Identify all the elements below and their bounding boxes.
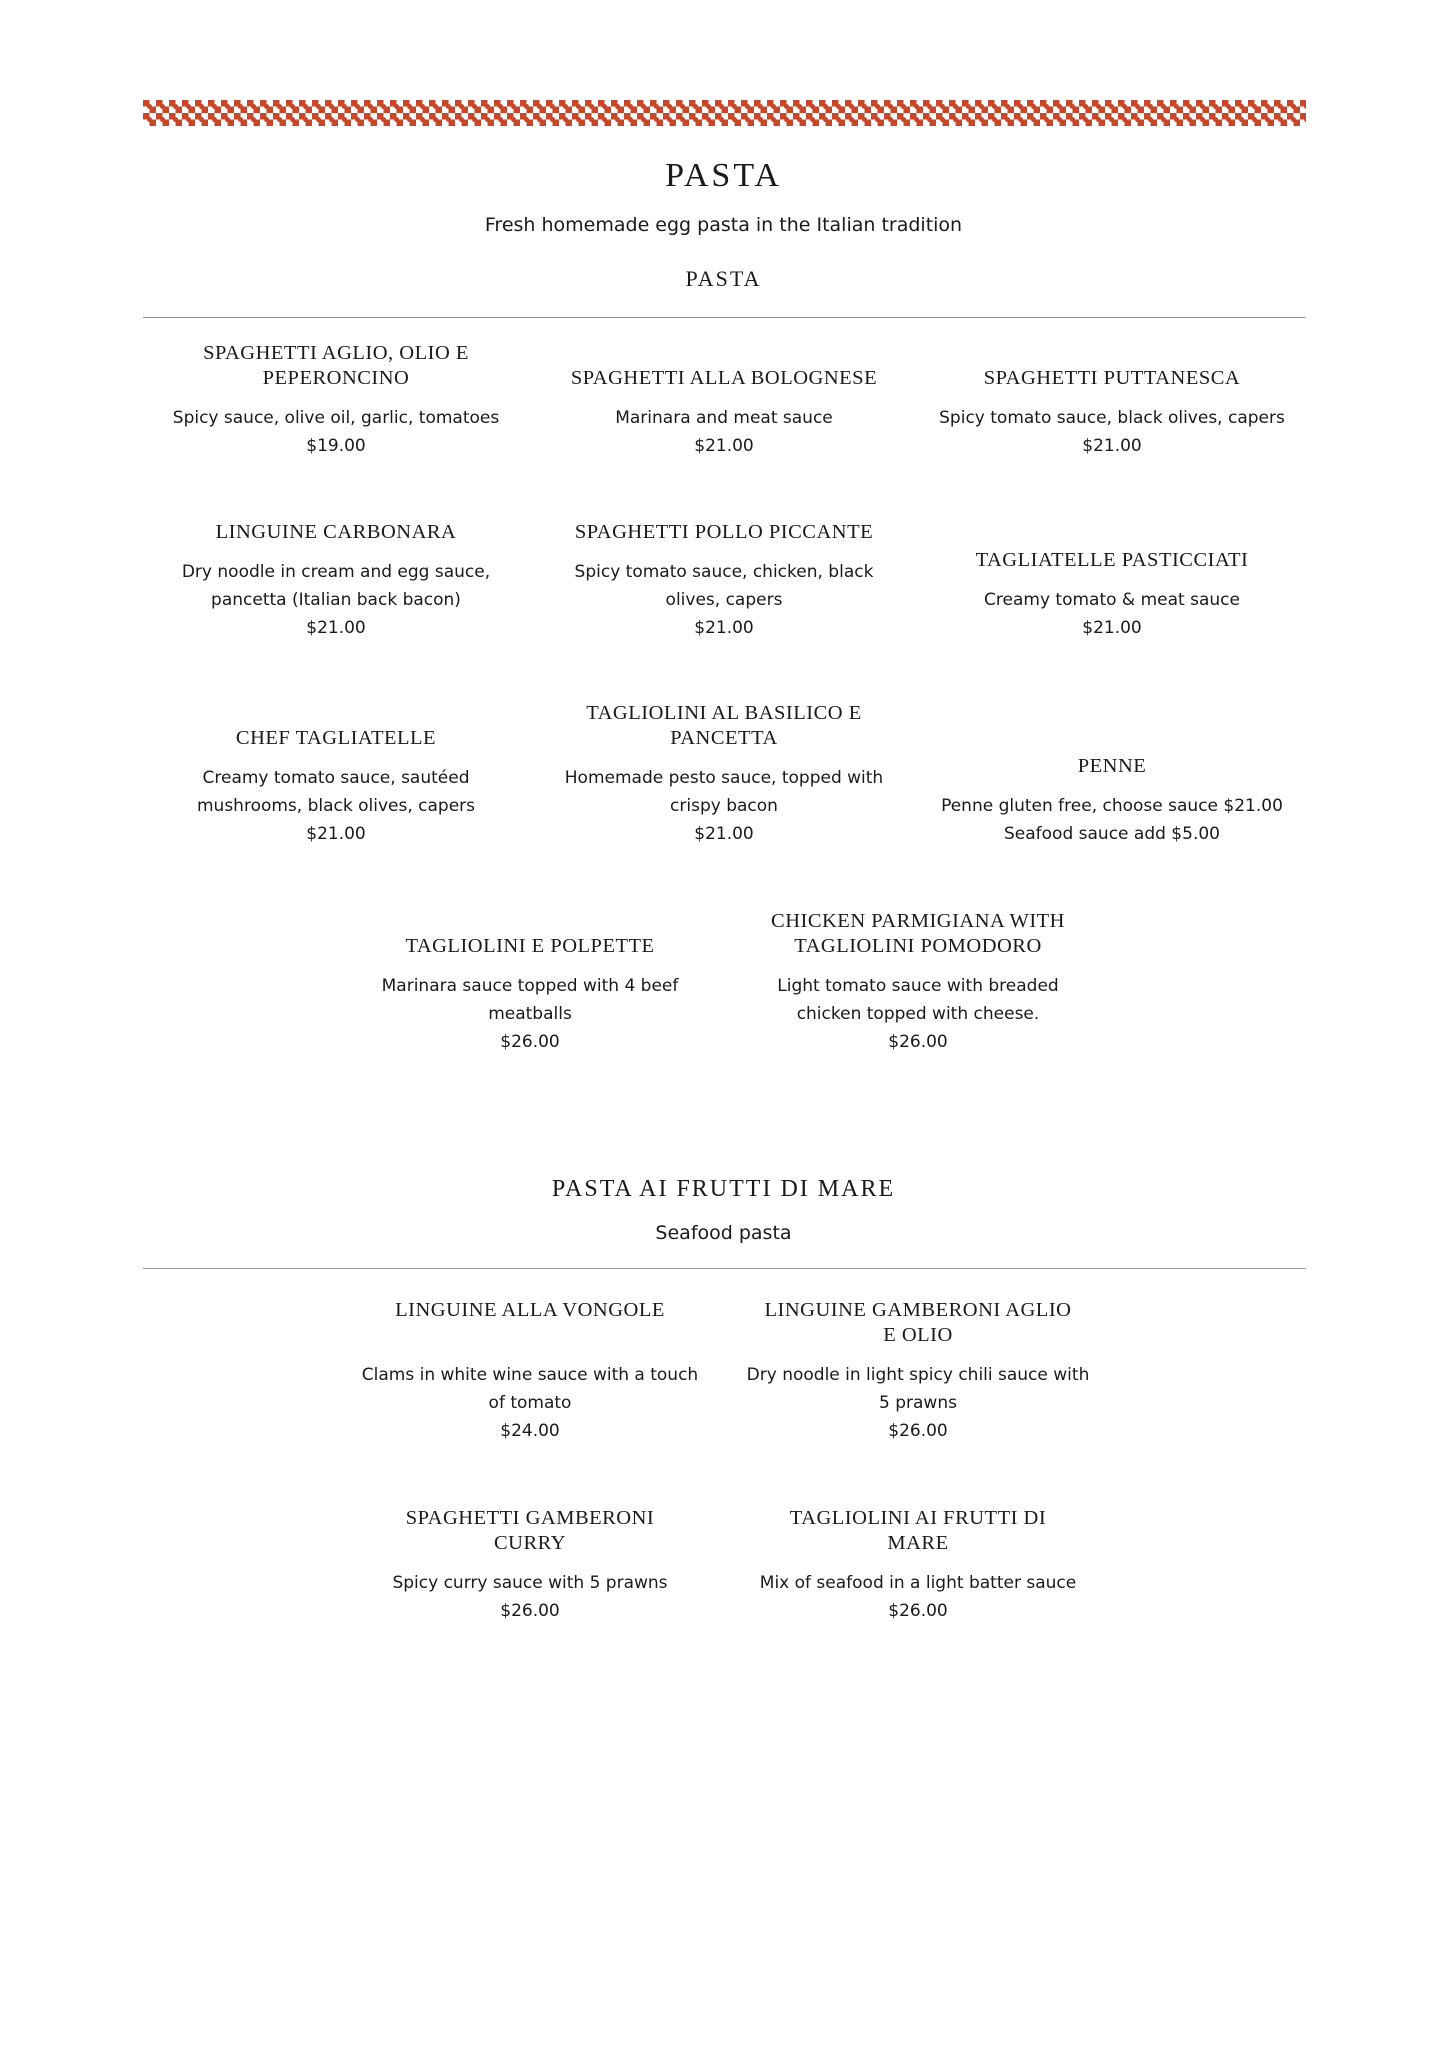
- item-name: SPAGHETTI PUTTANESCA: [983, 367, 1241, 389]
- item-price: Seafood sauce add $5.00: [1004, 824, 1220, 844]
- menu-item: [350, 1280, 710, 1445]
- item-description: Creamy tomato sauce, sautéed mushrooms, black olives, capers: [196, 768, 476, 816]
- item-description: Dry noodle in cream and egg sauce, pancetta (Italian back bacon): [181, 562, 491, 610]
- item-price: $26.00: [500, 1032, 560, 1052]
- item-description: Spicy curry sauce with 5 prawns: [392, 1573, 668, 1593]
- item-name: TAGLIOLINI AL BASILICO E PANCETTA: [586, 702, 862, 749]
- menu-item: [156, 500, 516, 642]
- menu-item: [350, 900, 710, 1056]
- item-description: Marinara sauce topped with 4 beef meatballs: [381, 976, 679, 1024]
- item-price: $21.00: [306, 618, 366, 638]
- menu-item: [544, 500, 904, 642]
- item-name: SPAGHETTI POLLO PICCANTE: [574, 521, 874, 543]
- item-description: Spicy tomato sauce, black olives, capers: [939, 408, 1285, 428]
- item-price: $21.00: [694, 436, 754, 456]
- item-name: TAGLIOLINI AI FRUTTI DI MARE: [789, 1507, 1047, 1554]
- item-description: Spicy tomato sauce, chicken, black olives, capers: [574, 562, 874, 610]
- seafood-section-subtitle: Seafood pasta: [655, 1222, 792, 1244]
- item-name: SPAGHETTI ALLA BOLOGNESE: [570, 367, 878, 389]
- item-description: Penne gluten free, choose sauce $21.00: [941, 796, 1283, 816]
- menu-item: [156, 690, 516, 848]
- item-price: $24.00: [500, 1421, 560, 1441]
- checkered-border: [143, 100, 1306, 126]
- item-name: CHEF TAGLIATELLE: [235, 727, 437, 749]
- item-name: LINGUINE CARBONARA: [215, 521, 457, 543]
- page-subtitle: Fresh homemade egg pasta in the Italian tradition: [484, 214, 963, 236]
- item-name: TAGLIOLINI E POLPETTE: [405, 935, 655, 957]
- menu-item: [932, 690, 1292, 848]
- item-price: $19.00: [306, 436, 366, 456]
- menu-item: [932, 500, 1292, 642]
- menu-item: [350, 1490, 710, 1625]
- menu-item: [544, 330, 904, 460]
- item-price: $21.00: [1082, 436, 1142, 456]
- item-price: $26.00: [888, 1032, 948, 1052]
- menu-item: [738, 900, 1098, 1056]
- item-price: $26.00: [888, 1421, 948, 1441]
- seafood-divider: [143, 1268, 1306, 1269]
- item-name: PENNE: [1077, 755, 1147, 777]
- item-description: Creamy tomato & meat sauce: [984, 590, 1240, 610]
- item-name: SPAGHETTI AGLIO, OLIO E PEPERONCINO: [203, 342, 469, 389]
- item-price: $21.00: [1082, 618, 1142, 638]
- menu-item: [544, 690, 904, 848]
- item-name: TAGLIATELLE PASTICCIATI: [975, 549, 1249, 571]
- item-name: SPAGHETTI GAMBERONI CURRY: [405, 1507, 655, 1554]
- item-name: LINGUINE GAMBERONI AGLIO E OLIO: [764, 1299, 1072, 1346]
- pasta-divider: [143, 317, 1306, 318]
- menu-item: [932, 330, 1292, 460]
- seafood-section-title: PASTA AI FRUTTI DI MARE: [551, 1176, 896, 1202]
- item-description: Homemade pesto sauce, topped with crispy bacon: [564, 768, 884, 816]
- item-name: CHICKEN PARMIGIANA WITH TAGLIOLINI POMODORO: [771, 910, 1065, 957]
- item-name: LINGUINE ALLA VONGOLE: [395, 1299, 665, 1321]
- item-price: $21.00: [694, 618, 754, 638]
- item-description: Marinara and meat sauce: [615, 408, 833, 428]
- page-title: PASTA: [665, 157, 782, 194]
- item-price: $26.00: [500, 1601, 560, 1621]
- item-price: $21.00: [694, 824, 754, 844]
- item-price: $21.00: [306, 824, 366, 844]
- menu-item: [156, 330, 516, 460]
- menu-item: [738, 1490, 1098, 1625]
- item-description: Light tomato sauce with breaded chicken topped with cheese.: [777, 976, 1059, 1024]
- item-description: Mix of seafood in a light batter sauce: [759, 1573, 1077, 1593]
- pasta-subheading: PASTA: [685, 266, 762, 291]
- menu-item: [738, 1280, 1098, 1445]
- item-description: Clams in white wine sauce with a touch of tomato: [361, 1365, 699, 1413]
- item-description: Dry noodle in light spicy chili sauce with 5 prawns: [746, 1365, 1090, 1413]
- item-price: $26.00: [888, 1601, 948, 1621]
- item-description: Spicy sauce, olive oil, garlic, tomatoes: [172, 408, 500, 428]
